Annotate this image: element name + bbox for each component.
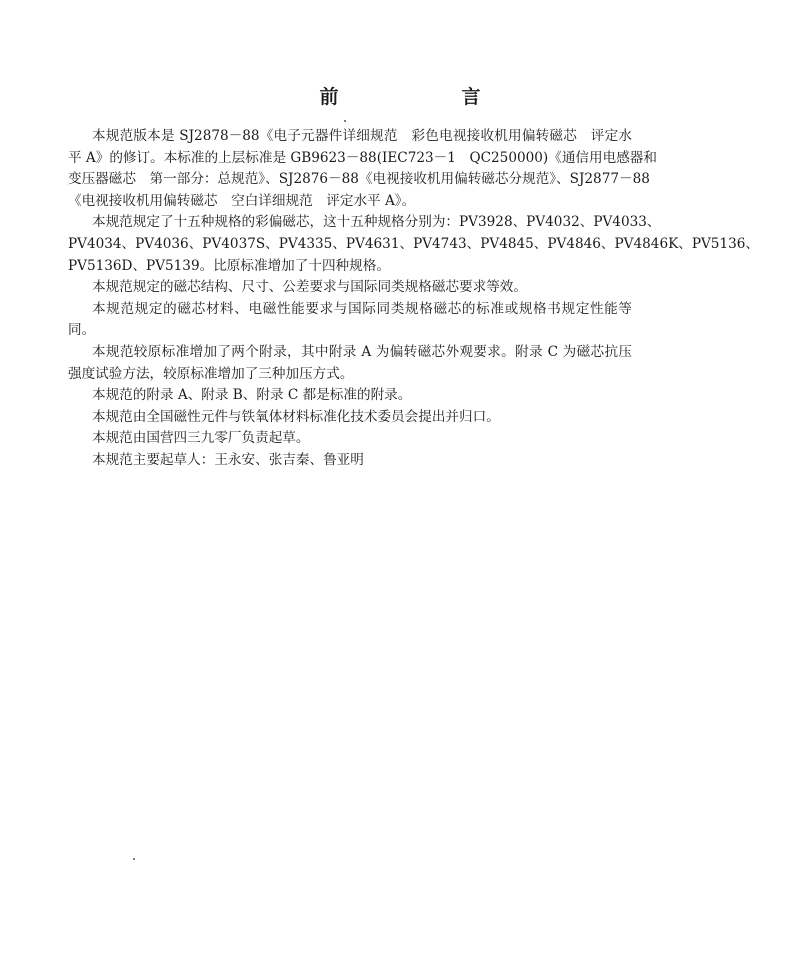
text-line: 同。 — [68, 322, 96, 339]
text-line: 本规范的附录 A、附录 B、附录 C 都是标准的附录。 — [92, 387, 412, 404]
text-line: 本规范规定的磁芯结构、尺寸、公差要求与国际同类规格磁芯要求等效。 — [92, 279, 527, 296]
text-line: 本规范版本是 SJ2878－88《电子元器件详细规范 彩色电视接收机用偏转磁芯 评定水 — [92, 128, 632, 144]
text-line: 强度试验方法，较原标准增加了三种加压方式。 — [68, 365, 354, 382]
foreword-body — [68, 126, 759, 472]
paragraph — [68, 126, 657, 212]
paragraph — [68, 342, 632, 385]
paragraph — [68, 428, 632, 450]
text-line: 《电视接收机用偏转磁芯 空白详细规范 评定水平 A》。 — [68, 192, 416, 209]
text-line: 本规范规定的磁芯材料、电磁性能要求与国际同类规格磁芯的标准或规格书规定性能等 — [92, 300, 632, 317]
text-line: PV4034、PV4036、PV4037S、PV4335、PV4631、PV4743、PV4845、PV4846、PV4846K、PV5136、 — [68, 235, 759, 252]
text-line: 平 A》的修订。本标准的上层标准是 GB9623－88(IEC723－1 QC250000)《通信用电感器和 — [68, 149, 657, 166]
paragraph — [68, 450, 632, 472]
text-line: PV5136D、PV5139。比原标准增加了十四种规格。 — [68, 257, 390, 274]
scan-speck — [133, 858, 135, 860]
paragraph — [68, 299, 632, 342]
paragraph — [68, 385, 632, 407]
text-line: 本规范规定了十五种规格的彩偏磁芯，这十五种规格分别为：PV3928、PV4032、PV4033、 — [92, 214, 661, 231]
text-line: 本规范由全国磁性元件与铁氧体材料标准化技术委员会提出并归口。 — [92, 408, 500, 425]
paragraph — [68, 277, 632, 299]
paragraph — [68, 407, 632, 429]
text-line: 本规范较原标准增加了两个附录，其中附录 A 为偏转磁芯外观要求。附录 C 为磁芯抗压 — [92, 343, 632, 360]
text-line: 本规范由国营四三九零厂负责起草。 — [92, 430, 310, 447]
scan-speck — [344, 120, 346, 122]
text-line: 本规范主要起草人：王永安、张吉秦、鲁亚明 — [92, 451, 364, 468]
page-title: 前 言 — [319, 86, 533, 108]
paragraph — [68, 212, 759, 277]
text-line: 变压器磁芯 第一部分：总规范》、SJ2876－88《电视接收机用偏转磁芯分规范》、SJ2877－88 — [68, 171, 650, 188]
